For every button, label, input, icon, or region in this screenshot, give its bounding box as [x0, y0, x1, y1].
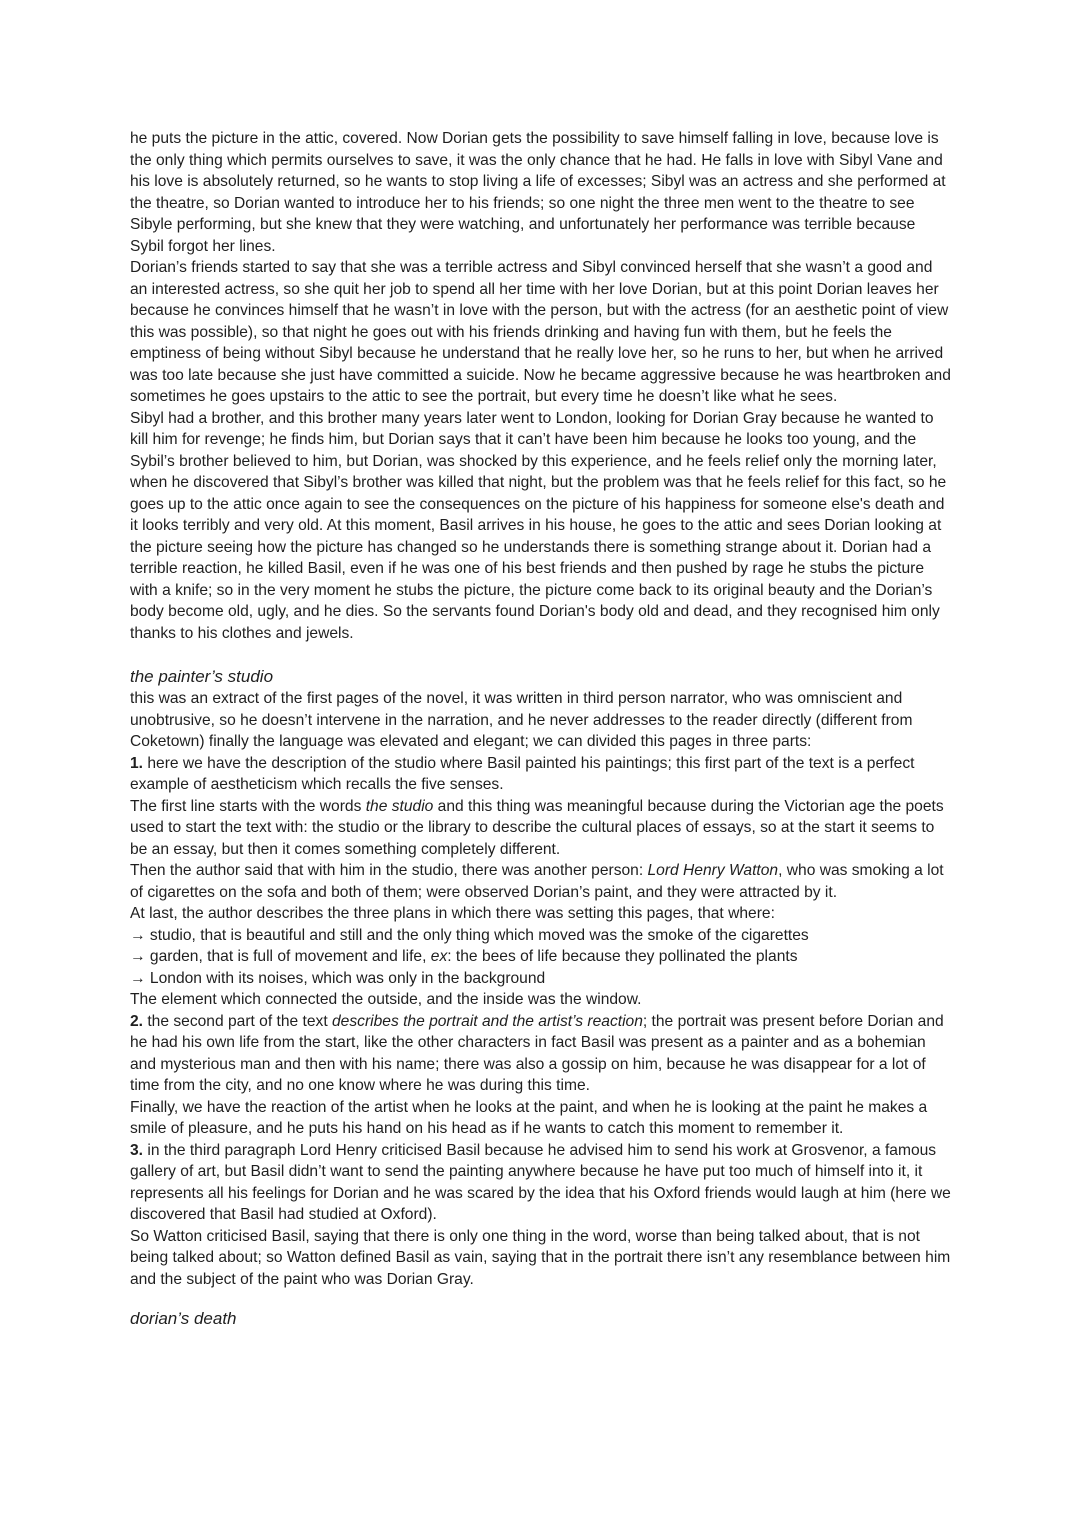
- first-line-emphasis: the studio: [365, 797, 434, 815]
- part-1-number: 1.: [130, 754, 144, 772]
- lord-henry-paragraph: [130, 860, 952, 903]
- plan-garden-text-b: : the bees of life because they pollinated the plants: [447, 948, 798, 965]
- part-2-paragraph: [130, 1011, 952, 1097]
- watton-paragraph: So Watton criticised Basil, saying that there is only one thing in the word, worse than being talked about, that is not being talked about; so Watton defined Basil as vain, saying that in the portrait there isn’t any resemblance between him and the subject of the paint who was Dorian Gray.: [130, 1227, 951, 1288]
- plan-london-item: → London with its noises, which was only in the background: [130, 969, 546, 987]
- part-2-number: 2.: [130, 1012, 144, 1030]
- part-1-paragraph: [130, 753, 952, 796]
- part-3-text: in the third paragraph Lord Henry criticised Basil because he advised him to send his work at Grosvenor, a famous gallery of art, but Basil didn’t want to send the painting anywhere because he have put too much of himself into it, it represents all his feelings for Dorian and he was scared by the idea that his Oxford friends would laugh at him (here we discovered that Basil had studied at Oxford).: [130, 1141, 951, 1223]
- three-plans-paragraph: At last, the author describes the three plans in which there was setting this pages, that where:: [130, 905, 775, 922]
- part-3-paragraph: [130, 1140, 952, 1226]
- part-3-number: 3.: [130, 1141, 144, 1159]
- document-page: [130, 128, 952, 1330]
- lord-henry-text-b: , who was smoking a lot of cigarettes on the sofa and both of them; were observed Dorian’s paint, and they were attracted by it.: [130, 862, 944, 901]
- first-line-paragraph: [130, 796, 952, 861]
- plan-garden-text-a: → garden, that is full of movement and life,: [130, 948, 431, 965]
- plan-garden-emphasis: ex: [430, 948, 448, 965]
- lord-henry-name: Lord Henry Watton: [647, 862, 779, 879]
- part-1-text: here we have the description of the studio where Basil painted his paintings; this first part of the text is a perfect example of aestheticism which recalls the five senses.: [130, 754, 915, 793]
- part-2-text-b: ; the portrait was present before Dorian and he had his own life from the start, like the other characters in fact Basil was present as a painter and as a bohemian and mysterious man and then with his name; there was also a gossip on him, because he was disappear for a lot of time from the city, and no one know where he was during this time.: [130, 1012, 944, 1094]
- lord-henry-text-a: Then the author said that with him in the studio, there was another person:: [130, 862, 648, 879]
- artist-reaction-paragraph: Finally, we have the reaction of the artist when he looks at the paint, and when he is looking at the paint he makes a smile of pleasure, and he puts his hand on his head as if he wants to catch this moment to remember it.: [130, 1098, 928, 1137]
- section-spacer: [130, 1290, 952, 1308]
- first-line-text-a: The first line starts with the words: [130, 797, 366, 815]
- window-paragraph: The element which connected the outside, and the inside was the window.: [130, 991, 642, 1008]
- part-2-text-a: the second part of the text: [143, 1012, 332, 1030]
- section-heading-death: dorian’s death: [130, 1309, 237, 1328]
- section-heading-studio: the painter’s studio: [130, 667, 274, 686]
- studio-overview-paragraph: this was an extract of the first pages of the novel, it was written in third person narrator, who was omniscient and unobtrusive, so he doesn’t intervene in the narration, and he never addresses to the reader directly (different from Coketown) finally the language was elevated and elegant; we can divided this pages in three parts:: [130, 690, 913, 750]
- plan-garden-item: [130, 946, 952, 968]
- first-line-text-b: and this thing was meaningful because during the Victorian age the poets used to start the text with: the studio or the library to describe the cultural places of essays, so at the start it seems to be an essay, but then it comes something completely different.: [130, 797, 944, 858]
- plan-studio-item: → studio, that is beautiful and still and the only thing which moved was the smoke of the cigarettes: [130, 926, 809, 944]
- part-2-emphasis: describes the portrait and the artist’s reaction: [332, 1012, 643, 1030]
- section-spacer: [130, 644, 952, 666]
- intro-paragraph-1: he puts the picture in the attic, covered. Now Dorian gets the possibility to save himself falling in love, because love is the only thing which permits ourselves to save, it was the only chance that he had. He falls in love with Sibyl Vane and his love is absolutely returned, so he wants to stop living a life of excesses; Sibyl was an actress and she performed at the theatre, so Dorian wanted to introduce her to his friends; so one night the three men went to the theatre to see Sibyle performing, but she knew that they were watching, and unfortunately her performance was terrible because Sybil forgot her lines.: [130, 130, 946, 255]
- intro-paragraph-2: Dorian’s friends started to say that she was a terrible actress and Sibyl convinced herself that she wasn’t a good and an interested actress, so she quit her job to spend all her time with her love Dorian, but at this point Dorian leaves her because he convinces himself that he wasn’t in love with the person, but with the actress (for an aesthetic point of view this was possible), so that night he goes out with his friends drinking and having fun with them, but he feels the emptiness of being without Sibyl because he understand that he really love her, so he runs to her, but when he arrived was too late because she just have committed a suicide. Now he became aggressive because he was heartbroken and sometimes he goes upstairs to the attic to see the portrait, but every time he doesn’t like what he sees.: [130, 259, 951, 405]
- intro-paragraph-3: Sibyl had a brother, and this brother many years later went to London, looking for Dorian Gray because he wanted to kill him for revenge; he finds him, but Dorian says that it can’t have been him because he looks too young, and the Sybil’s brother believed to him, but Dorian, was shocked by this experience, and he feels relief only the morning later, when he discovered that Sibyl’s brother was killed that night, but the problem was that he feels relief for this fact, so he goes up to the attic once again to see the consequences on the picture of his happiness for someone else's death and it looks terribly and very old. At this moment, Basil arrives in his house, he goes to the attic and sees Dorian looking at the picture seeing how the picture has changed so he understands there is something strange about it. Dorian had a terrible reaction, he killed Basil, even if he was one of his best friends and then pushed by rage he stubs the picture with a knife; so in the very moment he stubs the picture, the picture come back to its original beauty and the Dorian’s body become old, ugly, and he dies. So the servants found Dorian's body old and dead, and they recognised him only thanks to his clothes and jewels.: [130, 409, 947, 642]
